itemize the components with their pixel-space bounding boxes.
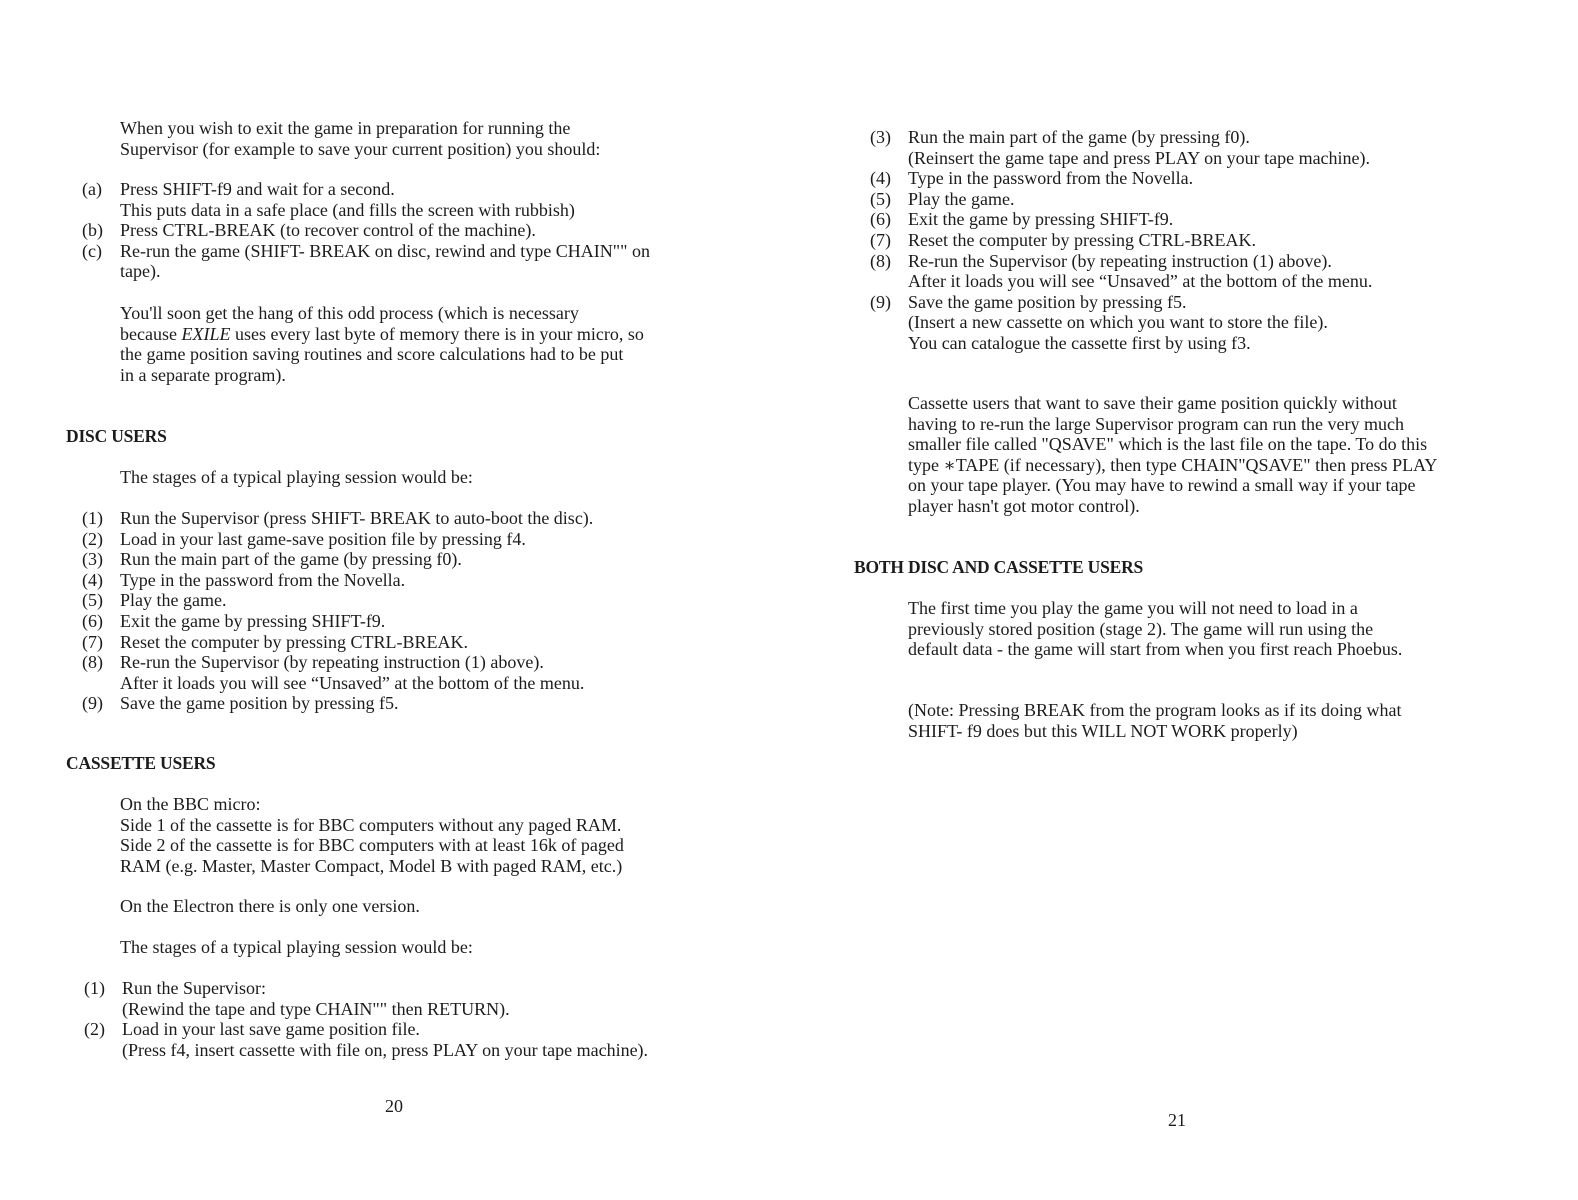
text-line: The stages of a typical playing session would be: bbox=[120, 937, 473, 957]
cassette-steps-continued-list bbox=[870, 127, 1372, 354]
list-item-text: Load in your last save game position file. bbox=[122, 1019, 420, 1040]
list-item bbox=[870, 209, 1372, 230]
list-marker: (6) bbox=[82, 610, 103, 631]
right-page bbox=[789, 0, 1578, 1200]
text-line: Side 2 of the cassette is for BBC computers with at least 16k of paged bbox=[120, 835, 624, 856]
list-item-text: tape). bbox=[120, 261, 161, 282]
list-marker: (1) bbox=[82, 508, 103, 528]
list-item-text: This puts data in a safe place (and fills the screen with rubbish) bbox=[120, 199, 575, 220]
list-item bbox=[82, 590, 593, 611]
text-line: on your tape player. (You may have to rewind a small way if your tape bbox=[908, 475, 1416, 496]
list-marker: (b) bbox=[82, 220, 103, 241]
text-line: having to re-run the large Supervisor program can run the very much bbox=[908, 413, 1405, 434]
list-item-text: (Reinsert the game tape and press PLAY on your tape machine). bbox=[908, 147, 1371, 168]
text-line: previously stored position (stage 2). The game will run using the bbox=[908, 618, 1374, 639]
exit-steps-list bbox=[82, 179, 650, 282]
list-marker: (4) bbox=[870, 168, 891, 189]
list-item bbox=[82, 652, 593, 693]
list-item-text: You can catalogue the cassette first by using f3. bbox=[908, 332, 1251, 353]
list-item-text: Reset the computer by pressing CTRL-BREAK. bbox=[120, 631, 468, 652]
list-marker: (1) bbox=[84, 978, 105, 998]
text-line: in a separate program). bbox=[120, 364, 286, 385]
list-marker: (c) bbox=[82, 240, 102, 261]
page-number: 21 bbox=[1168, 1110, 1186, 1130]
list-marker: (7) bbox=[82, 631, 103, 652]
break-note-paragraph bbox=[908, 700, 1401, 741]
disc-users-heading: DISC USERS bbox=[66, 426, 167, 446]
list-item bbox=[870, 292, 1372, 354]
list-item-text: Play the game. bbox=[120, 590, 227, 611]
text-line: player hasn't got motor control). bbox=[908, 495, 1140, 516]
cassette-steps-list bbox=[84, 978, 648, 1060]
text-fragment: uses every last byte of memory there is in your micro, so bbox=[230, 323, 644, 344]
list-marker: (2) bbox=[82, 528, 103, 549]
list-marker: (9) bbox=[870, 291, 891, 312]
list-item bbox=[82, 611, 593, 632]
list-item-text: (Press f4, insert cassette with file on, press PLAY on your tape machine). bbox=[122, 1039, 649, 1060]
text-line: default data - the game will start from when you first reach Phoebus. bbox=[908, 639, 1403, 660]
list-item bbox=[82, 632, 593, 653]
list-item-text: After it loads you will see “Unsaved” at the bottom of the menu. bbox=[908, 271, 1373, 292]
text-line: You'll soon get the hang of this odd process (which is necessary bbox=[120, 303, 579, 323]
text-line: Side 1 of the cassette is for BBC computers without any paged RAM. bbox=[120, 814, 622, 835]
list-item-text: Run the Supervisor (press SHIFT- BREAK to auto-boot the disc). bbox=[120, 508, 594, 528]
list-item bbox=[870, 189, 1372, 210]
list-marker: (6) bbox=[870, 209, 891, 230]
list-marker: (9) bbox=[82, 693, 103, 714]
list-item bbox=[82, 508, 593, 529]
list-item-text: Play the game. bbox=[908, 188, 1015, 209]
list-marker: (8) bbox=[870, 250, 891, 271]
list-item bbox=[870, 251, 1372, 292]
list-item bbox=[82, 179, 650, 220]
text-line: type ∗TAPE (if necessary), then type CHAIN"QSAVE" then press PLAY bbox=[908, 454, 1438, 475]
list-item-text: Load in your last game-save position file by pressing f4. bbox=[120, 528, 526, 549]
text-line: When you wish to exit the game in preparation for running the bbox=[120, 118, 571, 138]
list-item bbox=[82, 549, 593, 570]
process-note-paragraph bbox=[120, 303, 644, 385]
list-item-text: Re-run the Supervisor (by repeating instruction (1) above). bbox=[908, 250, 1332, 271]
disc-steps-list bbox=[82, 508, 593, 714]
list-item-text: Run the main part of the game (by pressing f0). bbox=[120, 549, 462, 570]
page-number: 20 bbox=[385, 1096, 403, 1116]
text-line: Cassette users that want to save their game position quickly without bbox=[908, 393, 1397, 413]
list-marker: (3) bbox=[870, 127, 891, 147]
text-line: The first time you play the game you will not need to load in a bbox=[908, 598, 1358, 618]
text-line: On the BBC micro: bbox=[120, 794, 261, 814]
list-item-text: Type in the password from the Novella. bbox=[908, 168, 1194, 189]
list-item-text: Save the game position by pressing f5. bbox=[120, 693, 399, 714]
list-item-text: Re-run the Supervisor (by repeating instruction (1) above). bbox=[120, 652, 544, 673]
text-line: RAM (e.g. Master, Master Compact, Model B with paged RAM, etc.) bbox=[120, 855, 623, 876]
cassette-intro-line bbox=[120, 937, 473, 958]
list-item-text: Run the Supervisor: bbox=[122, 978, 266, 998]
list-item-text: (Insert a new cassette on which you want to store the file). bbox=[908, 312, 1328, 333]
text-line bbox=[120, 324, 644, 345]
list-item bbox=[84, 1019, 648, 1060]
text-fragment: because bbox=[120, 323, 182, 344]
list-item bbox=[870, 127, 1372, 168]
text-line: The stages of a typical playing session would be: bbox=[120, 467, 473, 487]
game-title-emphasis: EXILE bbox=[181, 323, 231, 344]
list-item-text: Press CTRL-BREAK (to recover control of the machine). bbox=[120, 220, 536, 241]
electron-line bbox=[120, 896, 420, 917]
list-marker: (4) bbox=[82, 569, 103, 590]
list-item-text: Re-run the game (SHIFT- BREAK on disc, rewind and type CHAIN"" on bbox=[120, 240, 650, 261]
bbc-micro-paragraph bbox=[120, 794, 624, 876]
text-line: smaller file called "QSAVE" which is the last file on the tape. To do this bbox=[908, 434, 1428, 455]
list-marker: (3) bbox=[82, 549, 103, 570]
text-line: On the Electron there is only one version. bbox=[120, 896, 420, 916]
list-item-text: Type in the password from the Novella. bbox=[120, 569, 406, 590]
list-item bbox=[870, 230, 1372, 251]
list-item bbox=[82, 693, 593, 714]
list-marker: (a) bbox=[82, 179, 102, 199]
list-item-text: Exit the game by pressing SHIFT-f9. bbox=[908, 209, 1174, 230]
list-item bbox=[82, 241, 650, 282]
list-marker: (7) bbox=[870, 229, 891, 250]
list-item-text: After it loads you will see “Unsaved” at the bottom of the menu. bbox=[120, 672, 585, 693]
list-item-text: Save the game position by pressing f5. bbox=[908, 291, 1187, 312]
list-item bbox=[82, 220, 650, 241]
text-line: Supervisor (for example to save your current position) you should: bbox=[120, 138, 601, 159]
list-item-text: (Rewind the tape and type CHAIN"" then RETURN). bbox=[122, 998, 510, 1019]
list-item bbox=[84, 978, 648, 1019]
qsave-paragraph bbox=[908, 393, 1437, 517]
first-time-paragraph bbox=[908, 598, 1402, 660]
list-marker: (5) bbox=[870, 188, 891, 209]
text-line: (Note: Pressing BREAK from the program looks as if its doing what bbox=[908, 700, 1402, 720]
list-item-text: Exit the game by pressing SHIFT-f9. bbox=[120, 610, 386, 631]
list-item bbox=[82, 529, 593, 550]
disc-intro-line bbox=[120, 467, 473, 488]
list-item-text: Press SHIFT-f9 and wait for a second. bbox=[120, 179, 395, 199]
list-marker: (5) bbox=[82, 590, 103, 611]
cassette-users-heading: CASSETTE USERS bbox=[66, 753, 216, 773]
text-line: SHIFT- f9 does but this WILL NOT WORK properly) bbox=[908, 720, 1298, 741]
list-item-text: Run the main part of the game (by pressing f0). bbox=[908, 127, 1250, 147]
text-line: the game position saving routines and score calculations had to be put bbox=[120, 344, 624, 365]
both-users-heading: BOTH DISC AND CASSETTE USERS bbox=[854, 557, 1144, 577]
list-marker: (2) bbox=[84, 1019, 105, 1040]
list-item bbox=[82, 570, 593, 591]
list-item-text: Reset the computer by pressing CTRL-BREAK. bbox=[908, 229, 1256, 250]
list-item bbox=[870, 168, 1372, 189]
list-marker: (8) bbox=[82, 652, 103, 673]
exit-intro-paragraph bbox=[120, 118, 600, 159]
